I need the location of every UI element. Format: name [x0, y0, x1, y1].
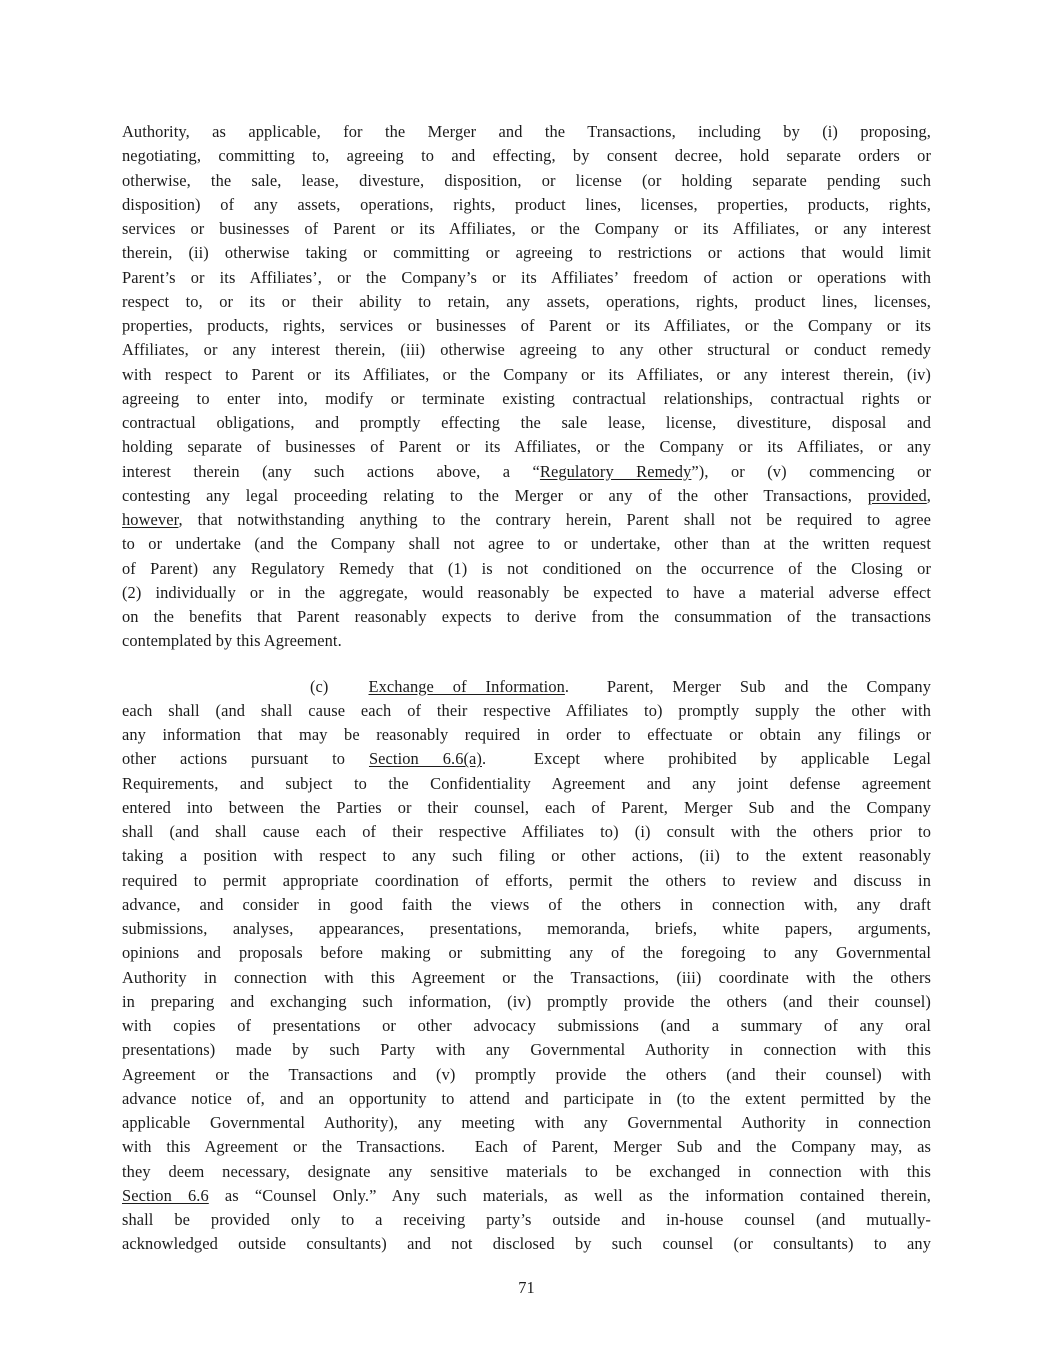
text-run: (2) individually or in the aggregate, would reasonably be expected to have a material adverse effect: [122, 582, 931, 602]
text-line: [122, 605, 931, 629]
text-run: (c): [310, 676, 329, 696]
text-line: [122, 699, 931, 723]
document-body: [122, 120, 931, 1257]
text-run: each shall (and shall cause each of their respective Affiliates to) promptly supply the other with: [122, 700, 931, 720]
text-line: [122, 169, 931, 193]
text-line: [122, 460, 931, 484]
text-line: [122, 1135, 931, 1159]
text-run: opinions and proposals before making or submitting any of the foregoing to any Governmental: [122, 943, 931, 963]
text-run: with this Agreement or the Transactions. Each of Parent, Merger Sub and the Company may, as: [122, 1137, 931, 1157]
underlined-text: Exchange of Information: [368, 676, 565, 696]
text-line: [122, 338, 931, 362]
text-line: [122, 363, 931, 387]
text-run: any information that may be reasonably required in order to effectuate or obtain any filings or: [122, 725, 931, 744]
text-run: Authority, as applicable, for the Merger and the Transactions, including by (i) proposing,: [122, 122, 931, 141]
text-line: [122, 893, 931, 917]
text-run: submissions, analyses, appearances, presentations, memoranda, briefs, white papers, arguments,: [122, 919, 931, 938]
page-footer: [122, 1278, 931, 1298]
text-line: [122, 581, 931, 605]
text-line: [122, 1087, 931, 1111]
text-line: [122, 941, 931, 965]
text-run: respect to, or its or their ability to retain, any assets, operations, rights, product lines, licenses,: [122, 291, 931, 311]
text-line: [122, 1184, 931, 1208]
text-line: [122, 772, 931, 796]
text-line: [122, 796, 931, 820]
underlined-text: Section 6.6(a): [368, 749, 482, 769]
paragraph-regulatory-remedy: [122, 120, 931, 654]
text-run: shall (and shall cause each of their respective Affiliates to) (i) consult with the others prior to: [122, 822, 931, 841]
text-run: to or undertake (and the Company shall not agree to or undertake, other than at the written request: [122, 534, 931, 554]
text-run: disposition) of any assets, operations, rights, product lines, licenses, properties, products, rights,: [122, 194, 931, 214]
text-line: [122, 217, 931, 241]
underlined-text: Regulatory Remedy: [539, 461, 692, 481]
text-run: taking a position with respect to any such filing or other actions, (ii) to the extent reasonably: [122, 846, 931, 866]
text-run: . Except where prohibited by applicable Legal: [481, 749, 931, 769]
text-line: [122, 411, 931, 435]
text-line: [122, 629, 931, 653]
underlined-text: however: [122, 510, 179, 529]
text-line: [122, 820, 931, 844]
text-run: in preparing and exchanging such information, (iv) promptly provide the others (and their counsel): [122, 991, 931, 1011]
text-run: acknowledged outside consultants) and not disclosed by such counsel (or consultants) to any: [122, 1234, 931, 1254]
text-run: Requirements, and subject to the Confidentiality Agreement and any joint defense agreement: [122, 773, 931, 793]
text-line: [122, 844, 931, 868]
text-line: [122, 484, 931, 508]
text-run: interest therein (any such actions above, a “: [122, 461, 540, 481]
text-line: [122, 508, 931, 532]
text-run: holding separate of businesses of Parent or its Affiliates, or the Company or its Affiliates, or any: [122, 437, 931, 457]
text-run: agreeing to enter into, modify or terminate existing contractual relationships, contractual rights or: [122, 388, 931, 408]
text-run: they deem necessary, designate any sensitive materials to be exchanged in connection with this: [122, 1161, 931, 1181]
text-run: Authority in connection with this Agreement or the Transactions, (iii) coordinate with the others: [122, 967, 931, 987]
text-line: [122, 314, 931, 338]
text-run: ,: [926, 485, 931, 505]
text-run: of Parent) any Regulatory Remedy that (1) is not conditioned on the occurrence of the Closing or: [122, 558, 931, 578]
text-run: advance notice of, and an opportunity to attend and participate in (to the extent permitted by the: [122, 1088, 931, 1108]
text-line: [122, 1063, 931, 1087]
text-line: [122, 387, 931, 411]
text-run: other actions pursuant to: [122, 749, 369, 769]
text-run: Parent’s or its Affiliates’, or the Company’s or its Affiliates’ freedom of action or operations with: [122, 267, 931, 287]
text-run: therein, (ii) otherwise taking or committing or agreeing to restrictions or actions that would limit: [122, 243, 931, 263]
text-run: . Parent, Merger Sub and the Company: [564, 676, 931, 696]
text-run: contemplated by this Agreement.: [122, 631, 342, 651]
underlined-text: Section 6.6: [122, 1185, 209, 1205]
text-run: with copies of presentations or other advocacy submissions (and a summary of any oral: [122, 1016, 931, 1035]
text-run: Agreement or the Transactions and (v) promptly provide the others (and their counsel) with: [122, 1064, 931, 1084]
text-run: as “Counsel Only.” Any such materials, as well as the information contained therein,: [208, 1185, 931, 1205]
text-line: [122, 966, 931, 990]
text-line: [122, 241, 931, 265]
page-number: 71: [518, 1278, 535, 1297]
text-line: [122, 990, 931, 1014]
text-line: [122, 290, 931, 314]
text-line: [122, 193, 931, 217]
text-run: otherwise, the sale, lease, divesture, disposition, or license (or holding separate pending such: [122, 170, 931, 190]
text-run: entered into between the Parties or their counsel, each of Parent, Merger Sub and the Company: [122, 797, 931, 817]
text-run: advance, and consider in good faith the views of the others in connection with, any draft: [122, 894, 931, 914]
text-run: required to permit appropriate coordination of efforts, permit the others to review and discuss in: [122, 870, 931, 890]
text-run: negotiating, committing to, agreeing to and effecting, by consent decree, hold separate orders or: [122, 146, 931, 166]
text-line: [122, 723, 931, 747]
text-line: [122, 1014, 931, 1038]
text-line: [122, 869, 931, 893]
text-line: [122, 435, 931, 459]
text-run: ”), or (v) commencing or: [691, 461, 932, 481]
text-run: properties, products, rights, services or businesses of Parent or its Affiliates, or the Company or its: [122, 316, 931, 335]
text-line: [122, 1160, 931, 1184]
text-run: presentations) made by such Party with any Governmental Authority in connection with this: [122, 1040, 931, 1060]
text-run: applicable Governmental Authority), any meeting with any Governmental Authority in connection: [122, 1113, 931, 1132]
text-line: [122, 557, 931, 581]
text-line: [122, 120, 931, 144]
text-run: on the benefits that Parent reasonably expects to derive from the consummation of the transactions: [122, 607, 931, 626]
text-line: [122, 1038, 931, 1062]
paragraph-c-exchange-of-information: [122, 675, 931, 1257]
text-line: [122, 144, 931, 168]
text-line: [122, 266, 931, 290]
text-run: shall be provided only to a receiving party’s outside and in-house counsel (and mutually-: [122, 1210, 931, 1229]
text-line: [122, 917, 931, 941]
text-run: services or businesses of Parent or its Affiliates, or the Company or its Affiliates, or any interest: [122, 219, 931, 238]
text-line: [122, 747, 931, 771]
text-run: contesting any legal proceeding relating to the Merger or any of the other Transactions,: [122, 485, 868, 505]
text-run: contractual obligations, and promptly effecting the sale lease, license, divestiture, disposal and: [122, 413, 931, 432]
text-run: with respect to Parent or its Affiliates, or the Company or its Affiliates, or any interest therein, (iv): [122, 364, 931, 384]
text-line: [122, 532, 931, 556]
text-line: [122, 1208, 931, 1232]
underlined-text: provided: [867, 485, 927, 505]
text-line: [122, 675, 931, 699]
text-line: [122, 1232, 931, 1256]
text-run: , that notwithstanding anything to the contrary herein, Parent shall not be required to agree: [178, 510, 931, 529]
text-line: [122, 1111, 931, 1135]
text-run: Affiliates, or any interest therein, (iii) otherwise agreeing to any other structural or conduct remedy: [122, 340, 931, 360]
